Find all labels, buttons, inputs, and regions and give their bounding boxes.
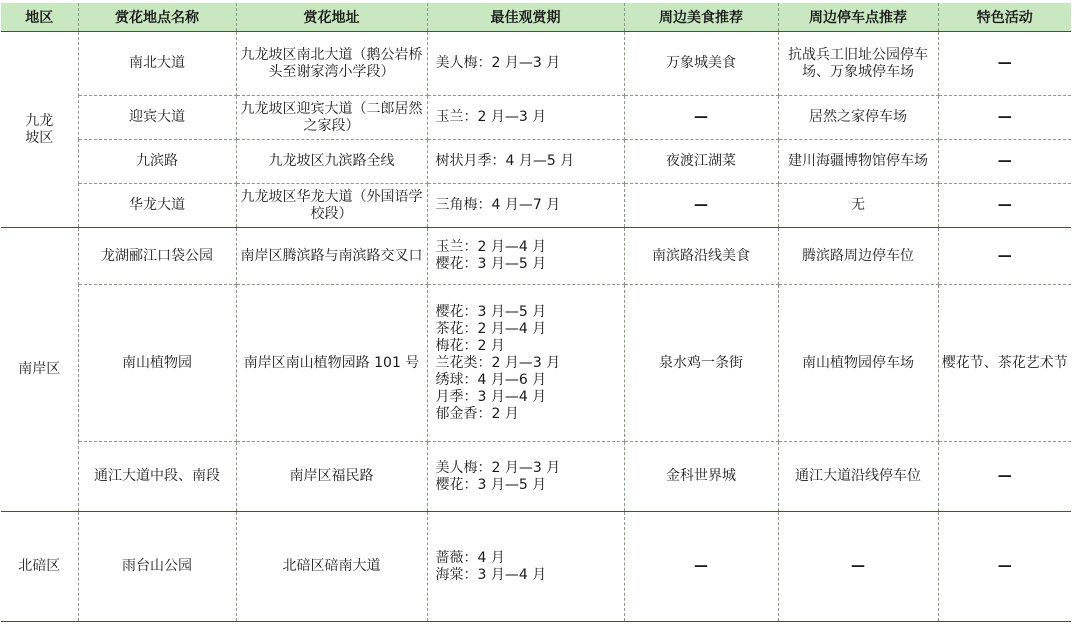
period-line: 树状月季：4 月—5 月 <box>435 153 575 169</box>
period-cell <box>427 96 624 140</box>
header-best-period: 最佳观赏期 <box>427 3 624 32</box>
period-cell <box>427 184 624 228</box>
table-row <box>1 228 1071 285</box>
period-line: 兰花类：2 月—3 月 <box>435 354 561 371</box>
activity-cell: — <box>938 228 1071 285</box>
parking-cell: 建川海疆博物馆停车场 <box>778 140 938 184</box>
address-cell: 九龙坡区南北大道（鹅公岩桥头至谢家湾小学段） <box>236 32 427 96</box>
flower-viewing-table <box>1 3 1071 622</box>
parking-cell: 无 <box>778 184 938 228</box>
period-line: 玉兰：2 月—3 月 <box>435 109 547 125</box>
period-line: 海棠：3 月—4 月 <box>435 566 547 583</box>
period-line: 三角梅：4 月—7 月 <box>435 197 561 213</box>
table-header-row <box>1 3 1071 32</box>
place-name-cell: 华龙大道 <box>78 184 236 228</box>
period-cell <box>427 442 624 512</box>
period-cell <box>427 512 624 622</box>
period-line: 绣球：4 月—6 月 <box>435 371 547 388</box>
period-line: 樱花：3 月—5 月 <box>435 256 547 272</box>
period-line: 郁金香：2 月 <box>435 405 519 422</box>
header-activity: 特色活动 <box>938 3 1071 32</box>
table-row <box>1 32 1071 96</box>
food-cell: — <box>624 184 778 228</box>
food-cell: 金科世界城 <box>624 442 778 512</box>
header-address: 赏花地址 <box>236 3 427 32</box>
activity-cell: — <box>938 140 1071 184</box>
period-line: 月季：3 月—4 月 <box>435 388 547 405</box>
period-line: 樱花：3 月—5 月 <box>435 303 547 320</box>
region-cell-jiulongpo <box>1 32 78 228</box>
period-line: 玉兰：2 月—4 月 <box>435 239 547 255</box>
period-line: 茶花：2 月—4 月 <box>435 320 547 337</box>
place-name-cell: 南山植物园 <box>78 285 236 442</box>
period-line: 蔷薇：4 月 <box>435 549 505 566</box>
activity-cell: 樱花节、茶花艺术节 <box>938 285 1071 442</box>
place-name-cell: 南北大道 <box>78 32 236 96</box>
header-region: 地区 <box>1 3 78 32</box>
place-name-cell: 雨台山公园 <box>78 512 236 622</box>
place-name-cell: 龙湖郦江口袋公园 <box>78 228 236 285</box>
table-row <box>1 184 1071 228</box>
table-row <box>1 442 1071 512</box>
header-place-name: 赏花地点名称 <box>78 3 236 32</box>
header-food: 周边美食推荐 <box>624 3 778 32</box>
activity-cell: — <box>938 442 1071 512</box>
header-parking: 周边停车点推荐 <box>778 3 938 32</box>
food-cell: — <box>624 512 778 622</box>
parking-cell: 抗战兵工旧址公园停车场、万象城停车场 <box>778 32 938 96</box>
food-cell: 泉水鸡一条街 <box>624 285 778 442</box>
food-cell: — <box>624 96 778 140</box>
period-cell <box>427 228 624 285</box>
address-cell: 南岸区腾滨路与南滨路交叉口 <box>236 228 427 285</box>
period-cell <box>427 32 624 96</box>
table-row <box>1 512 1071 622</box>
place-name-cell: 九滨路 <box>78 140 236 184</box>
parking-cell: 通江大道沿线停车位 <box>778 442 938 512</box>
address-cell: 北碚区碚南大道 <box>236 512 427 622</box>
address-cell: 九龙坡区九滨路全线 <box>236 140 427 184</box>
place-name-cell: 迎宾大道 <box>78 96 236 140</box>
address-cell: 南岸区福民路 <box>236 442 427 512</box>
activity-cell: — <box>938 96 1071 140</box>
food-cell: 夜渡江湖菜 <box>624 140 778 184</box>
region-name: 九龙坡区 <box>25 112 54 146</box>
parking-cell: 南山植物园停车场 <box>778 285 938 442</box>
period-line: 梅花：2 月 <box>435 337 505 354</box>
address-cell: 九龙坡区华龙大道（外国语学校段） <box>236 184 427 228</box>
table-row <box>1 96 1071 140</box>
place-name-cell: 通江大道中段、南段 <box>78 442 236 512</box>
food-cell: 南滨路沿线美食 <box>624 228 778 285</box>
period-cell <box>427 140 624 184</box>
period-line: 樱花：3 月—5 月 <box>435 476 547 493</box>
activity-cell: — <box>938 184 1071 228</box>
parking-cell: 居然之家停车场 <box>778 96 938 140</box>
activity-cell: — <box>938 512 1071 622</box>
period-line: 美人梅：2 月—3 月 <box>435 459 561 476</box>
food-cell: 万象城美食 <box>624 32 778 96</box>
address-cell: 南岸区南山植物园路 101 号 <box>236 285 427 442</box>
parking-cell: 腾滨路周边停车位 <box>778 228 938 285</box>
period-cell <box>427 285 624 442</box>
region-cell-nanan: 南岸区 <box>1 228 78 512</box>
activity-cell: — <box>938 32 1071 96</box>
address-cell: 九龙坡区迎宾大道（二郎居然之家段） <box>236 96 427 140</box>
table-row <box>1 140 1071 184</box>
region-cell-beibei: 北碚区 <box>1 512 78 622</box>
period-line: 美人梅：2 月—3 月 <box>435 55 561 71</box>
table-row <box>1 285 1071 442</box>
parking-cell: — <box>778 512 938 622</box>
